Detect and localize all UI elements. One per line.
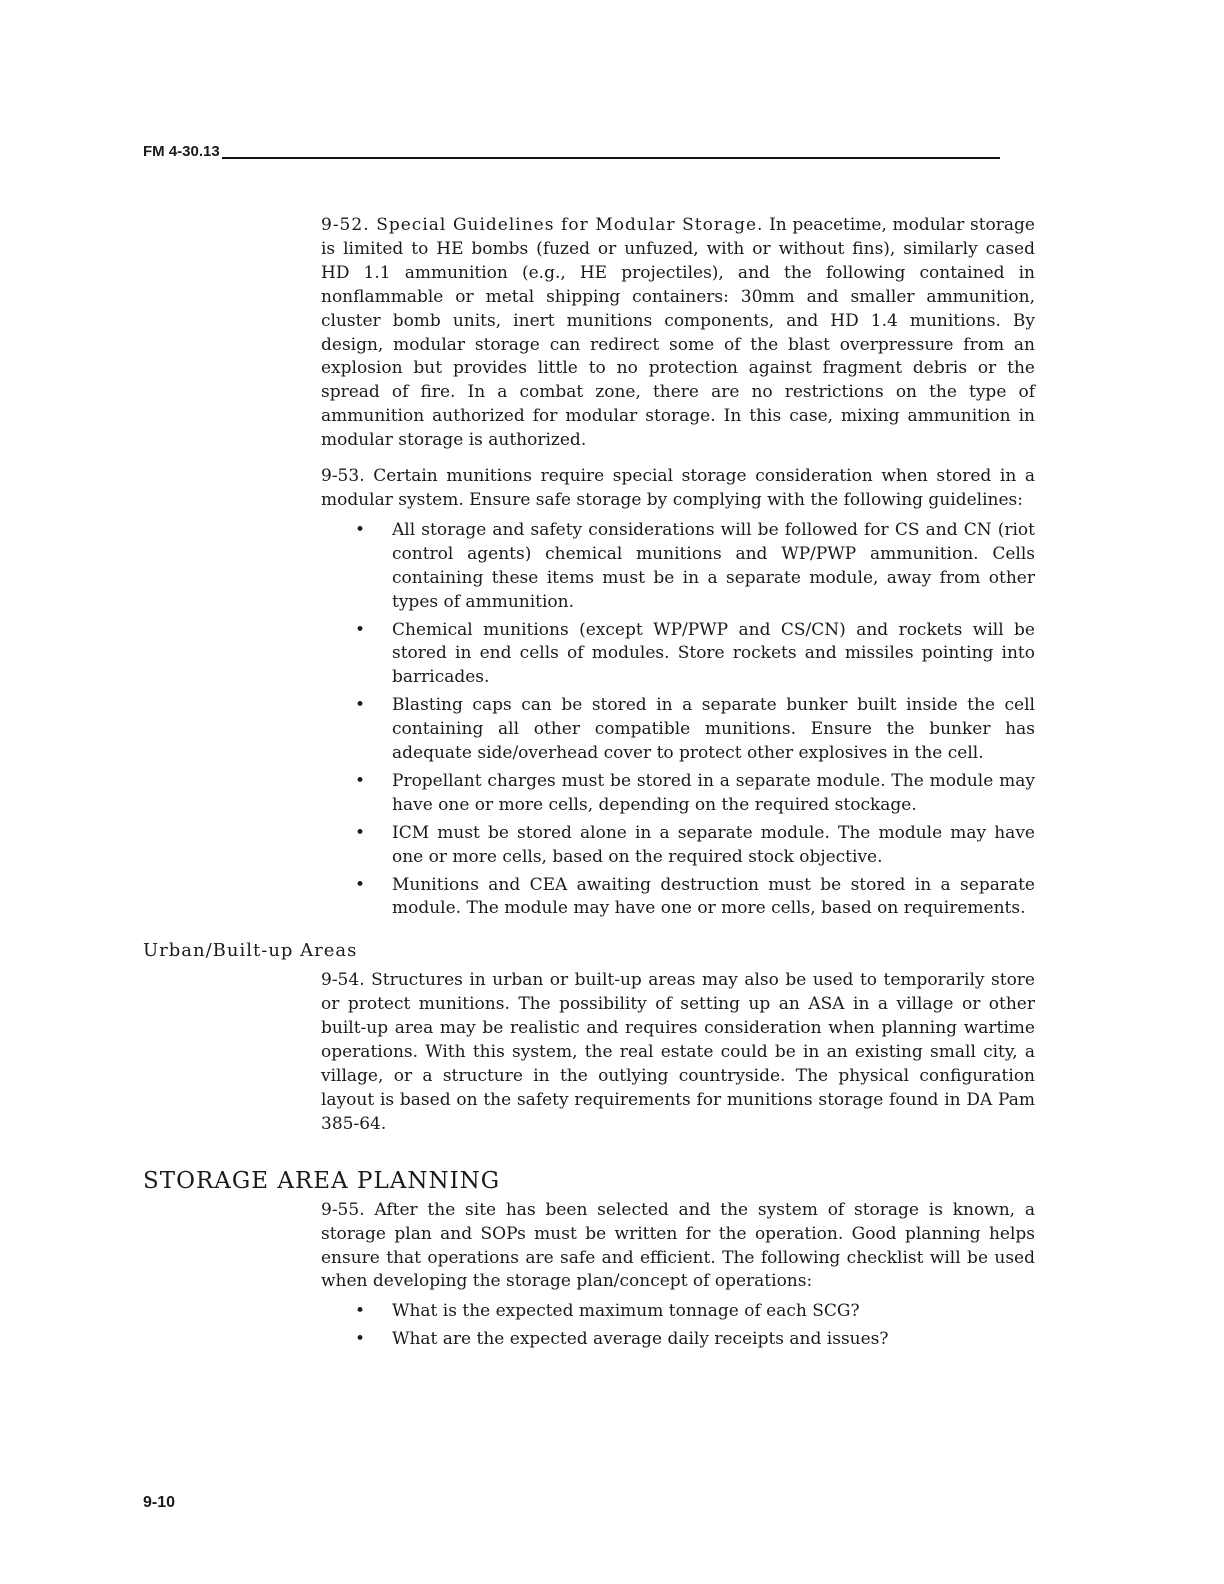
list-item-text: What are the expected average daily receipts and issues?	[392, 1329, 889, 1350]
list-item	[321, 519, 1035, 615]
header-rule	[222, 157, 1000, 159]
paragraph-9-55: 9-55. After the site has been selected and the system of storage is known, a storage plan and SOPs must be written for the operation. Good planning helps ensure that operations are safe and efficient. The following checklist will be used when developing the storage plan/concept of operations:	[321, 1199, 1035, 1292]
section-heading-storage-area-planning: STORAGE AREA PLANNING	[143, 1167, 501, 1194]
list-item-text: ICM must be stored alone in a separate module. The module may have one or more cells, based on the required stock objective.	[392, 822, 1035, 867]
page-header	[143, 143, 1000, 161]
list-item	[321, 874, 1035, 922]
page-number: 9-10	[143, 1494, 176, 1511]
list-item	[321, 770, 1035, 818]
bullet-icon: •	[355, 519, 366, 540]
run-in-heading: 9-52. Special Guidelines for Modular Storage.	[321, 215, 764, 235]
list-item	[321, 1328, 1035, 1352]
page-content	[0, 214, 1224, 1356]
bullet-icon: •	[355, 822, 366, 843]
bullet-icon: •	[355, 1329, 366, 1350]
subheading-urban-built-up-areas: Urban/Built-up Areas	[143, 940, 358, 962]
list-item	[321, 619, 1035, 691]
list-item-text: Propellant charges must be stored in a separate module. The module may have one or more cells, depending on the required stockage.	[392, 770, 1035, 815]
bullet-icon: •	[355, 619, 366, 640]
bullet-icon: •	[355, 874, 366, 895]
bullet-list-9-55	[321, 1300, 1035, 1352]
list-item-text: All storage and safety considerations will be followed for CS and CN (riot control agents) chemical munitions and WP/PWP ammunition. Cells containing these items must be in a separate module, away from other types of ammunition.	[392, 519, 1035, 612]
document-id: FM 4-30.13	[143, 143, 220, 160]
bullet-icon: •	[355, 1301, 366, 1322]
paragraph-9-53: 9-53. Certain munitions require special storage consideration when stored in a modular system. Ensure safe storage by complying with the following guidelines:	[321, 466, 1035, 510]
bullet-list-9-53	[321, 519, 1035, 922]
paragraph-9-54: 9-54. Structures in urban or built-up areas may also be used to temporarily store or protect munitions. The possibility of setting up an ASA in a village or other built-up area may be realistic and requires consideration when planning wartime operations. With this system, the real estate could be in an existing small city, a village, or a structure in the outlying countryside. The physical configuration layout is based on the safety requirements for munitions storage found in DA Pam 385-64.	[321, 970, 1035, 1134]
paragraph-text: In peacetime, modular storage is limited to HE bombs (fuzed or unfuzed, with or without fins), similarly cased HD 1.1 ammunition (e.g., HE projectiles), and the following contained in nonflammable or metal shipping containers: 30mm and smaller ammunition, cluster bomb units, inert munitions components, and HD 1.4 munitions. By design, modular storage can redirect some of the blast overpressure from an explosion but provides little to no protection against fragment debris or the spread of fire. In a combat zone, there are no restrictions on the type of ammunition authorized for modular storage. In this case, mixing ammunition in modular storage is authorized.	[321, 215, 1035, 451]
list-item	[321, 694, 1035, 766]
bullet-icon: •	[355, 695, 366, 716]
paragraph-9-52	[321, 214, 1035, 453]
bullet-icon: •	[355, 770, 366, 791]
list-item-text: Chemical munitions (except WP/PWP and CS/CN) and rockets will be stored in end cells of modules. Store rockets and missiles pointing into barricades.	[392, 619, 1035, 688]
list-item-text: Blasting caps can be stored in a separate bunker built inside the cell containing all other compatible munitions. Ensure the bunker has adequate side/overhead cover to protect other explosives in the cell.	[392, 695, 1035, 764]
list-item	[321, 822, 1035, 870]
list-item-text: Munitions and CEA awaiting destruction must be stored in a separate module. The module may have one or more cells, based on requirements.	[392, 874, 1035, 919]
list-item	[321, 1300, 1035, 1324]
list-item-text: What is the expected maximum tonnage of each SCG?	[392, 1301, 860, 1322]
